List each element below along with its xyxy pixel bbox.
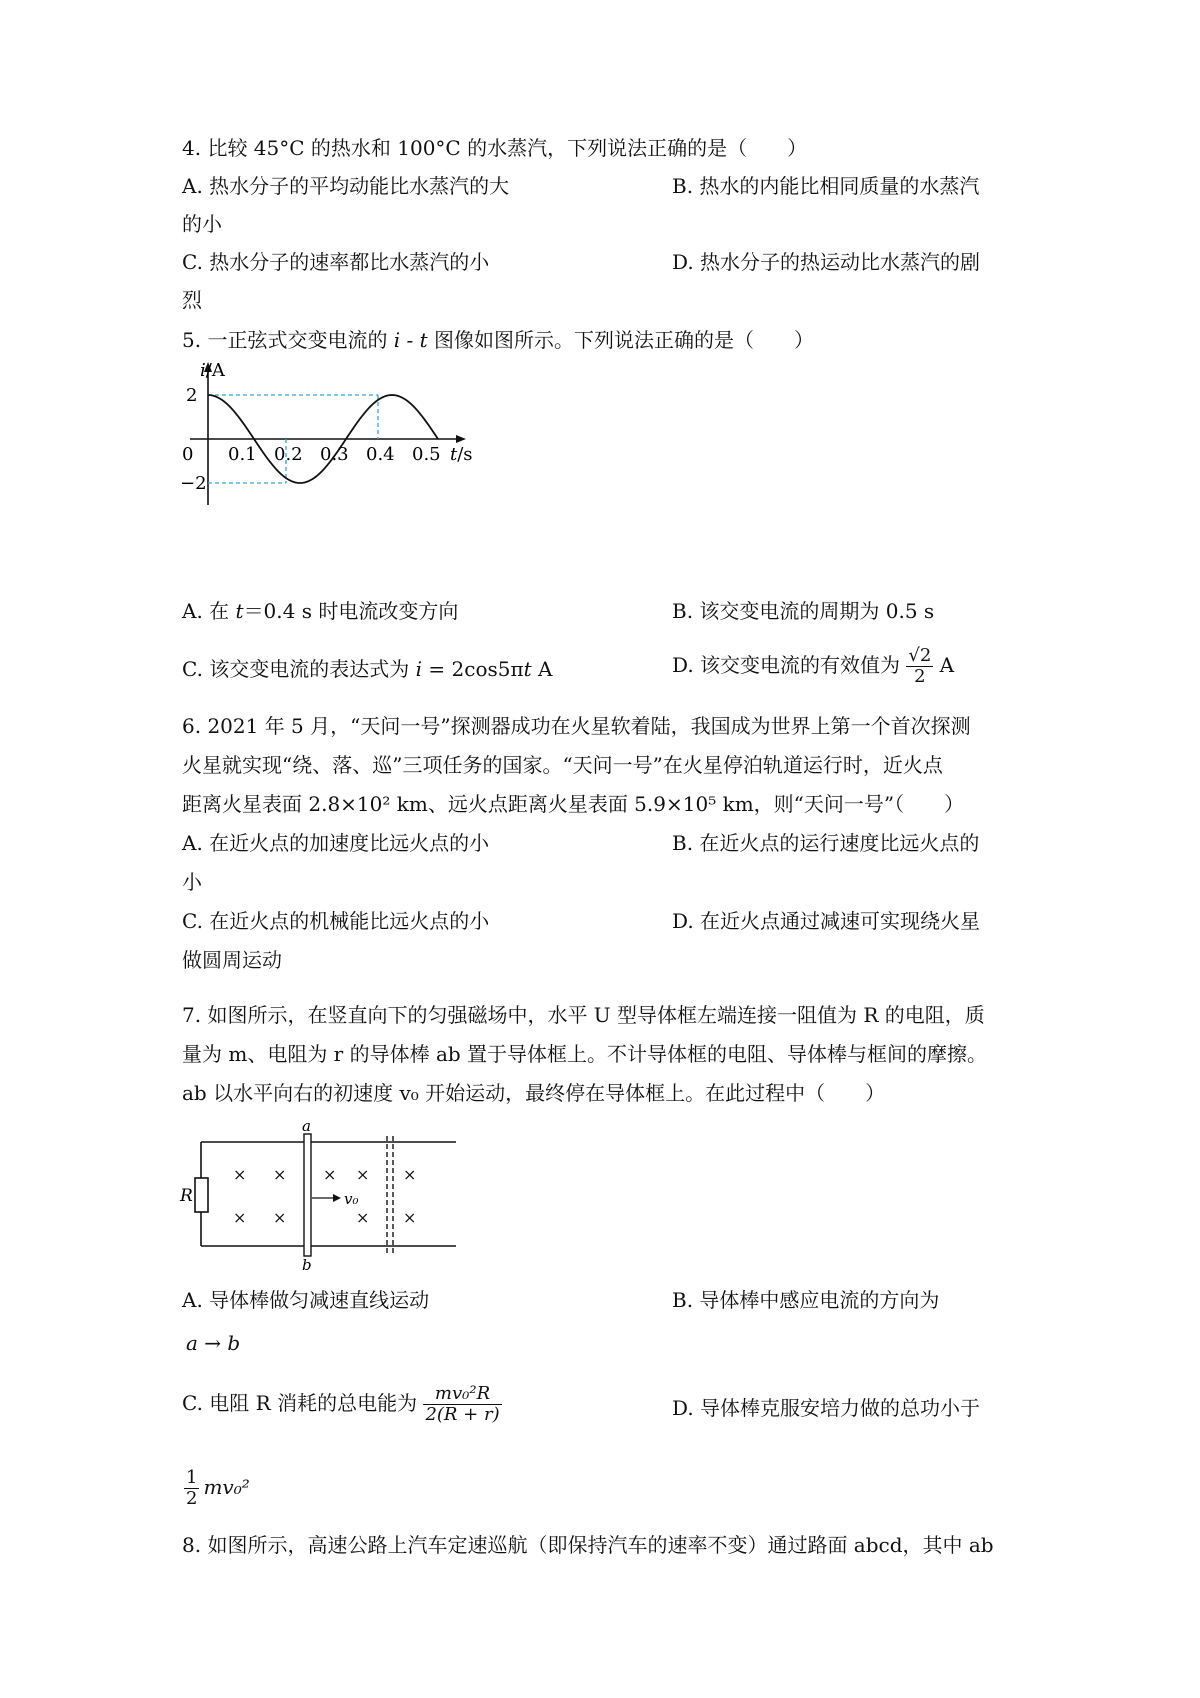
q7-d-expression: mv₀² xyxy=(203,1474,250,1499)
q7-option-a: A. 导体棒做匀减速直线运动 xyxy=(182,1288,430,1312)
x-axis-arrow xyxy=(456,435,466,443)
q5-a-text-2: ＝0.4 s 时电流改变方向 xyxy=(243,599,459,623)
q5-stem-text-2: 图像如图所示。下列说法正确的是（ ） xyxy=(427,328,815,352)
q5-c-var2: t xyxy=(523,657,532,681)
q7-stem-line-3: ab 以水平向右的初速度 v₀ 开始运动，最终停在导体框上。在此过程中（ ） xyxy=(182,1081,886,1105)
x-tick-0.3: 0.3 xyxy=(320,444,349,465)
q6-option-b: B. 在近火点的运行速度比远火点的 xyxy=(672,831,980,855)
q7-c-fraction xyxy=(423,1384,501,1425)
q5-c-text-1: C. 该交变电流的表达式为 xyxy=(182,657,416,681)
q6-stem-line-2: 火星就实现“绕、落、巡”三项任务的国家。“天问一号”在火星停泊轨道运行时，近火点 xyxy=(182,753,943,777)
x-tick-0: 0 xyxy=(182,444,194,465)
y-tick-neg2: −2 xyxy=(180,473,207,494)
resistor xyxy=(195,1178,208,1212)
q5-d-unit: A xyxy=(933,652,955,677)
q6-option-d: D. 在近火点通过减速可实现绕火星 xyxy=(672,909,981,933)
q5-a-var: t xyxy=(235,599,244,623)
q5-current-time-graph xyxy=(180,360,520,520)
cross: × xyxy=(356,1165,370,1184)
q5-option-a xyxy=(182,598,458,624)
q7-circuit-figure xyxy=(178,1120,468,1270)
q5-option-b: B. 该交变电流的周期为 0.5 s xyxy=(672,599,935,623)
q7-option-d-cont xyxy=(184,1468,250,1509)
x-axis-label: t/s xyxy=(450,444,473,465)
y-axis-label: i/A xyxy=(200,360,225,381)
q5-stem xyxy=(182,327,814,353)
q6-option-c: C. 在近火点的机械能比远火点的小 xyxy=(182,909,490,933)
resistor-label: R xyxy=(180,1186,193,1206)
x-tick-0.4: 0.4 xyxy=(366,444,395,465)
q5-stem-text-1: 5. 一正弦式交变电流的 xyxy=(182,328,394,352)
q4-stem: 4. 比较 45°C 的热水和 100°C 的水蒸汽，下列说法正确的是（ ） xyxy=(182,136,808,160)
q7-option-b-cont: a → b xyxy=(186,1331,241,1355)
cross: × xyxy=(323,1165,337,1184)
q7-c-denominator: 2(R + r) xyxy=(425,1403,500,1425)
rod-label-b: b xyxy=(302,1256,312,1270)
rod-ab xyxy=(304,1134,311,1256)
q7-c-numerator: mv₀²R xyxy=(423,1384,501,1405)
x-tick-0.1: 0.1 xyxy=(228,444,257,465)
q4-option-d-cont: 烈 xyxy=(182,288,202,312)
q7-stem-line-1: 7. 如图所示，在竖直向下的匀强磁场中，水平 U 型导体框左端连接一阻值为 R 的电阻，质 xyxy=(182,1003,985,1027)
q8-stem-line-1: 8. 如图所示，高速公路上汽车定速巡航（即保持汽车的速率不变）通过路面 abcd，其中 ab xyxy=(182,1533,994,1557)
cross: × xyxy=(273,1208,287,1227)
q4-option-b-cont: 的小 xyxy=(182,212,222,236)
q7-option-d: D. 导体棒克服安培力做的总功小于 xyxy=(672,1396,981,1420)
velocity-label: v₀ xyxy=(344,1190,359,1208)
q7-stem-line-2: 量为 m、电阻为 r 的导体棒 ab 置于导体框上。不计导体框的电阻、导体棒与框间的摩擦。 xyxy=(182,1042,988,1066)
cross: × xyxy=(233,1208,247,1227)
q5-c-text-2: = 2cos5π xyxy=(422,657,524,681)
q7-c-text: C. 电阻 R 消耗的总电能为 xyxy=(182,1390,418,1415)
q4-option-d: D. 热水分子的热运动比水蒸汽的剧 xyxy=(672,250,981,274)
q7-option-c xyxy=(182,1384,502,1425)
magnetic-field-crosses xyxy=(233,1165,416,1227)
velocity-arrowhead xyxy=(333,1194,341,1202)
x-tick-0.2: 0.2 xyxy=(274,444,303,465)
q5-option-c xyxy=(182,656,553,682)
rod-label-a: a xyxy=(302,1120,311,1135)
q4-option-c: C. 热水分子的速率都比水蒸汽的小 xyxy=(182,250,490,274)
cross: × xyxy=(273,1165,287,1184)
q5-d-fraction xyxy=(906,646,933,687)
q5-option-d xyxy=(672,646,954,687)
q7-d-fraction xyxy=(184,1468,199,1509)
q7-option-b: B. 导体棒中感应电流的方向为 xyxy=(672,1288,940,1312)
q6-stem-line-1: 6. 2021 年 5 月，“天问一号”探测器成功在火星软着陆，我国成为世界上第一个首次探测 xyxy=(182,714,971,738)
cross: × xyxy=(356,1208,370,1227)
q6-option-a: A. 在近火点的加速度比远火点的小 xyxy=(182,831,490,855)
q5-a-text-1: A. 在 xyxy=(182,599,236,623)
q4-option-b: B. 热水的内能比相同质量的水蒸汽 xyxy=(672,174,980,198)
x-tick-0.5: 0.5 xyxy=(412,444,441,465)
cross: × xyxy=(233,1165,247,1184)
q5-c-text-3: A xyxy=(531,657,553,681)
q5-d-text: D. 该交变电流的有效值为 xyxy=(672,652,901,677)
q7-d-denominator: 2 xyxy=(186,1487,198,1509)
q6-option-d-cont: 做圆周运动 xyxy=(182,948,282,972)
cross: × xyxy=(403,1208,417,1227)
y-tick-2: 2 xyxy=(186,385,198,406)
q7-d-numerator: 1 xyxy=(186,1467,198,1488)
cross: × xyxy=(403,1165,417,1184)
q5-stem-variable: i - t xyxy=(393,328,428,352)
q5-c-var: i xyxy=(415,657,423,681)
q4-option-a: A. 热水分子的平均动能比水蒸汽的大 xyxy=(182,174,510,198)
q6-stem-line-3: 距离火星表面 2.8×10² km、远火点距离火星表面 5.9×10⁵ km，则“天问一号”（ ） xyxy=(182,792,965,816)
q5-d-denominator: 2 xyxy=(914,665,926,687)
q5-d-numerator: √2 xyxy=(908,645,932,666)
q6-option-b-cont: 小 xyxy=(182,870,202,894)
